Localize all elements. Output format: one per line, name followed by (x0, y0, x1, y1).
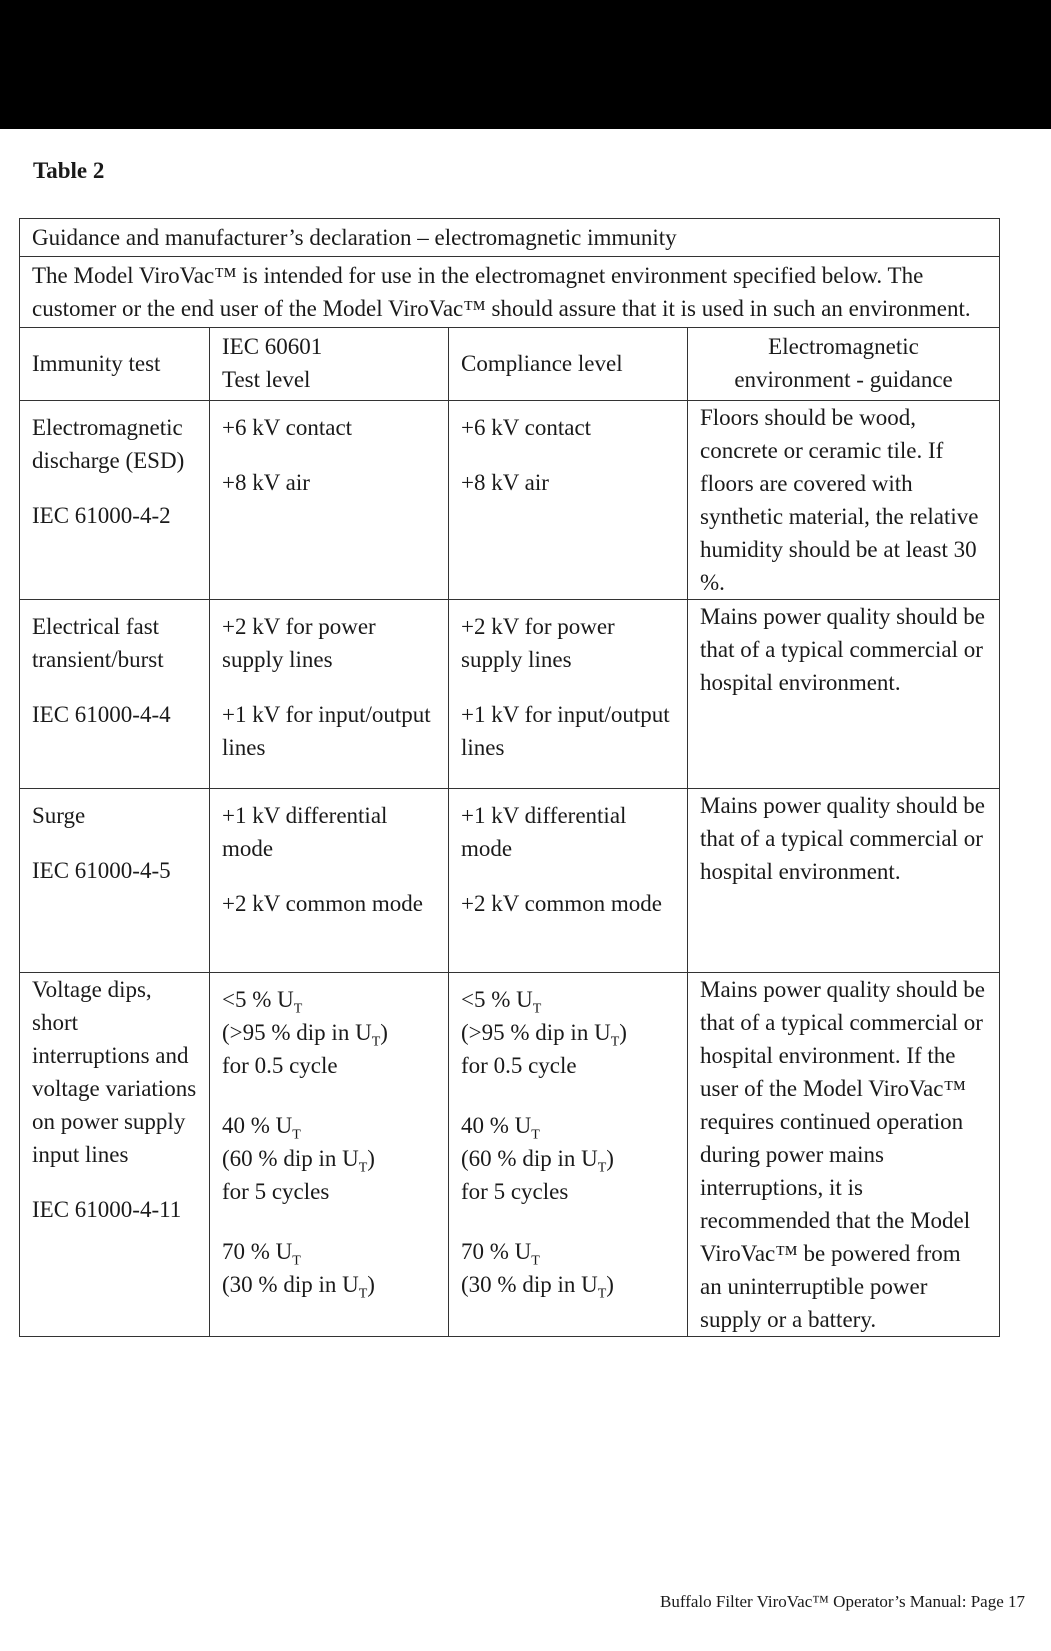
dips-compliance: <5 % $U_T$ (>95 % dip in $U_T$) for 0.5 cycle 40 % $U_T$ (60 % dip in $U_T$) for 5 cycles 70 % $U_T$ (30 % dip in $U_T$) (449, 973, 688, 1337)
surge-compliance: +1 kV differential mode +2 kV common mode (449, 789, 688, 973)
esd-test-level: +6 kV contact +8 kV air (210, 401, 449, 600)
table-row (20, 401, 1000, 600)
esd-test: Electromagnetic discharge (ESD) IEC 61000-4-2 (20, 401, 210, 600)
eft-test-level: +2 kV for power supply lines +1 kV for input/output lines (210, 600, 449, 789)
header-compliance-level: Compliance level (449, 328, 688, 401)
header-test-level: IEC 60601 Test level (210, 328, 449, 401)
header-immunity-test: Immunity test (20, 328, 210, 401)
eft-guidance: Mains power quality should be that of a typical commercial or hospital environment. (688, 600, 1000, 789)
esd-guidance: Floors should be wood, concrete or ceramic tile. If floors are covered with synthetic material, the relative humidity should be at least 30 %. (688, 401, 1000, 600)
table-row (20, 973, 1000, 1337)
surge-guidance: Mains power quality should be that of a typical commercial or hospital environment. (688, 789, 1000, 973)
table-row (20, 600, 1000, 789)
page-footer: Buffalo Filter ViroVac™ Operator’s Manual: Page 17 (660, 1592, 1026, 1611)
table-intro: The Model ViroVac™ is intended for use in the electromagnet environment specified below. The customer or the end user of the Model ViroVac™ should assure that it is used in such an environment. (20, 257, 1000, 328)
dips-test-level: <5 % $U_T$ (>95 % dip in $U_T$) for 0.5 cycle 40 % $U_T$ (60 % dip in $U_T$) for 5 cycles 70 % $U_T$ (30 % dip in $U_T$) (210, 973, 449, 1337)
eft-compliance: +2 kV for power supply lines +1 kV for input/output lines (449, 600, 688, 789)
esd-compliance: +6 kV contact +8 kV air (449, 401, 688, 600)
header-guidance: Electromagnetic environment - guidance (688, 328, 1000, 401)
surge-test: Surge IEC 61000-4-5 (20, 789, 210, 973)
table-title: Guidance and manufacturer’s declaration – electromagnetic immunity (20, 219, 1000, 257)
table-row (20, 789, 1000, 973)
dips-test: Voltage dips, short interruptions and voltage variations on power supply input lines IEC 61000-4-11 (20, 973, 210, 1337)
eft-test: Electrical fast transient/burst IEC 61000-4-4 (20, 600, 210, 789)
table-label: Table 2 (33, 158, 105, 183)
top-black-band (0, 0, 1051, 129)
immunity-table (19, 218, 1000, 1337)
dips-guidance: Mains power quality should be that of a typical commercial or hospital environment. If the user of the Model ViroVac™ requires continued operation during power mains interruptions, it is recommended that the Model ViroVac™ be powered from an uninterruptible power supply or a battery. (688, 973, 1000, 1337)
surge-test-level: +1 kV differential mode +2 kV common mode (210, 789, 449, 973)
